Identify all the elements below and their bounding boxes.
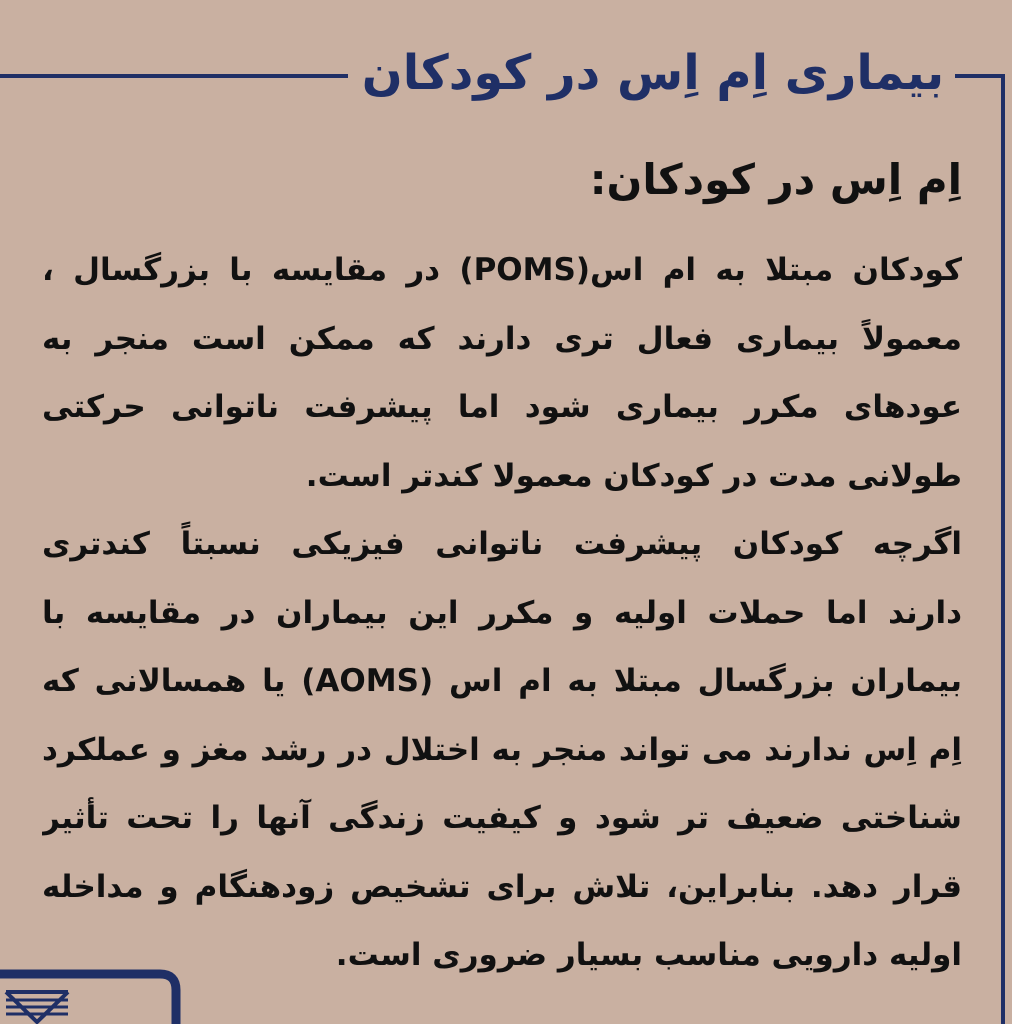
- body-line: اگرچه کودکان پیشرفت ناتوانی فیزیکی نسبتاً کندتری: [42, 526, 962, 562]
- body-line: عودهای مکرر بیماری شود اما پیشرفت ناتوانی حرکتی: [42, 389, 962, 425]
- body-line: طولانی مدت در کودکان معمولا کندتر است.: [305, 457, 962, 494]
- body-paragraphs: [42, 236, 962, 990]
- frame-line-right: [1001, 74, 1005, 1024]
- body-line: دارند اما حملات اولیه و مکرر این بیماران در مقایسه با: [42, 594, 962, 631]
- body-line: اولیه دارویی مناسب بسیار ضروری است.: [335, 937, 962, 973]
- body-line: کودکان مبتلا به ام اس(POMS) در مقایسه با بزرگسال ،: [42, 252, 962, 288]
- page-title: بیماری اِم اِس در کودکان: [361, 45, 945, 101]
- corner-decoration-icon: [0, 962, 188, 1024]
- frame-line-top-left: [0, 74, 348, 78]
- body-line: معمولاً بیماری فعال تری دارند که ممکن است منجر به: [42, 320, 962, 357]
- frame-line-top-right: [955, 74, 1005, 78]
- body-line: اِم اِس ندارند می تواند منجر به اختلال در رشد مغز و عملکرد: [42, 731, 962, 768]
- body-line: بیماران بزرگسال مبتلا به ام اس (AOMS) یا همسالانی که: [42, 663, 962, 699]
- body-line: قرار دهد. بنابراین، تلاش برای تشخیص زودهنگام و مداخله: [42, 868, 962, 905]
- section-heading: اِم اِس در کودکان:: [589, 155, 962, 204]
- body-line: شناختی ضعیف تر شود و کیفیت زندگی آنها را تحت تأثیر: [42, 800, 962, 836]
